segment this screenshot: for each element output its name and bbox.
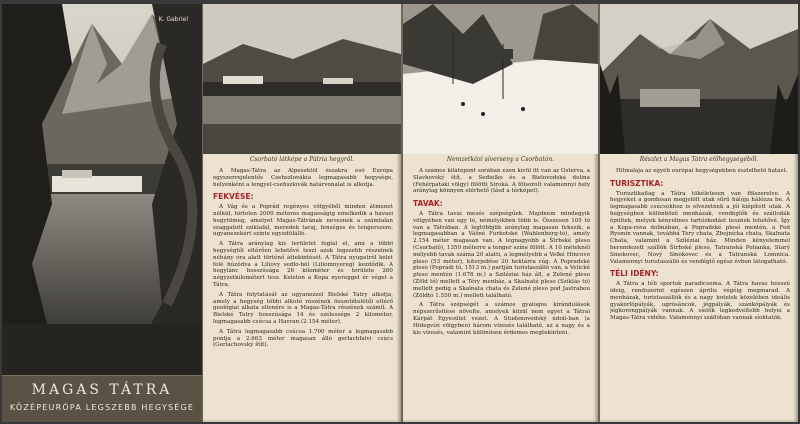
lake-photo [203, 4, 401, 154]
ski-photo [403, 4, 598, 154]
paragraph: A számos kilátópont sorában ezen kívül itt van az Osterva, a Slavkovský štít, a Sedielko és a Bielovodská dolina (Fehérpataki völgy) fölötti Siroká. A fölsorolt valamennyi hely aránylag könnyen elérhető (lásd a térképet). [413, 168, 590, 195]
paragraph: A Vág és a Poprád regényes völgyéből minden átmenet nélkül, hirtelen 2000 méteres magasságig emelkedik a havasi hegytömeg, amelyet Magas-Tátrának neveznek a számtalan szaggatott sziklafal, meredek taraj, fenséges és tengerszem, ugyanezekért szinte egyedülálló. [213, 204, 393, 238]
paragraph: A Tátra tavai mesés szépségűek. Majdnem mindegyik völgyében van egy tó, némelyikben több is. Összesen 105 tó van a Tátrában. A legtöbbjük aránylag magasan fekszik, a legmagasabban a Vášné Furkotské (Wahlenberg-tó), amely 2.154 méter magasan van. A legnagyobb a Štrbské pleso (Csorbató), 1350 méterre a tenger színe fölött. A 10 méteknél mélyebb tavak száma 20 alatti, a legmélyebb a Veľké Hincovo pleso (53 méter), kiterjedése 20 hektárra rúg. A Popradské pleso (Poprádi tó, 1513 m.) partján turistaszálló van, a Velické pleso mentén (1.678 m.) a Sziléziai ház áll, a Zelené pleso (Zöld tó) mellett a Téry menház, a Skalnaté pleso (Sziklás tó) mellett pedig a Skalnata chata és Zelené pleso pod Jastrabou (Zöldtó 1.550 m.) mellett található. [413, 210, 590, 299]
section-heading: TAVAK: [413, 199, 443, 209]
section-heading: TURISZTIKA: [610, 178, 664, 188]
paragraph: A Tátra szépségét a számos gyalogos kirándulások népszerűsítése növelte, amelyek közül nem egyet a Tátrai Kárpát Egyesület vezet. A Studenovodský údolí-ban (a Hidegvízi völgyben) három vízesés található, az a nagy és a kis vízesés, valamint különösen érdemes megtekinteni. [413, 302, 590, 336]
paragraph: Hilmalája az egyéb európai hegységekben észlelhető hatást. [616, 168, 788, 174]
paragraph: A Magas-Tátra az Alpesektől északra eső Európa egyszerrejelentős Csehszlovákia legmagasabb hegysége, helyenként a lengyel-csehszlovák határvonalat is alkotja. [213, 168, 393, 188]
paragraph: A Tátra aránylag kis területet foglal el, ami a többi hegységtől eltérően lehetővé teszi azok legszebb részeinek néhány óra alatt történő áttekintését. A Tátra nyugatról kelet felé húzódva a Liliovy sedlo-ból (Liliomnyereg) kezdődik. A hegylánc hosszúsága 26 kilométer és területe 260 négyzetkilométert tesz. Keleten a Kopa nyereggel ér véget a Tátra. [213, 241, 393, 288]
paragraph: A Tátra a téli sportok paradicsoma. A Tátra havas hosszú ideig, rendszerint egészen április végéig megmarad. A menházak, turistaszállók és a nagy hotelek közelében ideális gyakorlópályák, ugrósáncok, jégpályák, szánkópályák és jégkorongpályák vannak. A síelők legkedveltebb helyei a Magas-Tátra vidéke. Valamennyi szállóban vannak síoktatók. [610, 281, 790, 322]
panel-ski [403, 4, 598, 422]
photo-caption: Csorbató látképe a Pátria hegyről. [249, 156, 355, 163]
section-heading: FEKVÉSE: [213, 192, 254, 202]
hills-photo [600, 4, 798, 154]
panel-lake [203, 4, 401, 422]
panel-text [610, 168, 790, 416]
photo-credit: K. Gabriel [158, 16, 188, 23]
photo-caption: Részlet a Magas Tátra előhegységéből. [639, 156, 759, 163]
panel-text [213, 168, 393, 416]
paragraph: Turisztikailag a Tátra tökéletesen van fölszerelve. A hegyeket a gondosan megjelölt utak sűrű hálója hálózza be. A legmagasabb csúcsokhoz is elvezetnek a jól kiépített utak. A hegységben különböző menházak, vendéglők és szállodák épültek, melyek kényelmes tartózkodást tesznek lehetővé. Így a Kopa-rova dolinában, a Popradské plesó mentén, a Fed Rysmin vannak, továbbá Tery chata, Zbojnícka chata, Skalnata Chata, valamint a Sziléziai ház. Minden kényelemmel berendezett szállók Štrbské pleso, Tatranská Polianka, Starý Smokovec, Nový Smokovec és a Tatranská Lomnica. Valamennyi turistaszálló és vendéglő egész évben látogatható. [610, 190, 790, 265]
cover-photo [2, 4, 202, 376]
cover-title-band [2, 375, 202, 422]
cover-panel [2, 4, 202, 422]
panel-text [413, 168, 590, 416]
paragraph: A Tátra legmagasabb csúcsa 1.700 méter a legmagasabb pontja a 2.663 méter magasan álló gerlachfalvi csúcs (Gerlachovský štít). [213, 328, 393, 349]
cover-subtitle: KÖZÉPEURÓPA LEGSZEBB HEGYSÉGE [9, 403, 195, 412]
section-heading: TÉLI IDÉNY: [610, 269, 659, 279]
photo-caption: Nemzetközi síverseny a Csorbatón. [446, 156, 555, 163]
paragraph: A Tátra folytatását az ugyanezzel Bielské Tatry alkotja, amely a hegység többi alkotó részének összetételétől eltérő geológiai alkata ellenére is a Magas-Tátra részének számít. A Bielské Tatry hosszúsága 14 és szélessége 2 kilométer, legmagasabb csúcsa a Havran (2.154 méter). [213, 291, 393, 325]
panel-hills [600, 4, 798, 422]
cover-title: MAGAS TÁTRA [31, 382, 173, 398]
